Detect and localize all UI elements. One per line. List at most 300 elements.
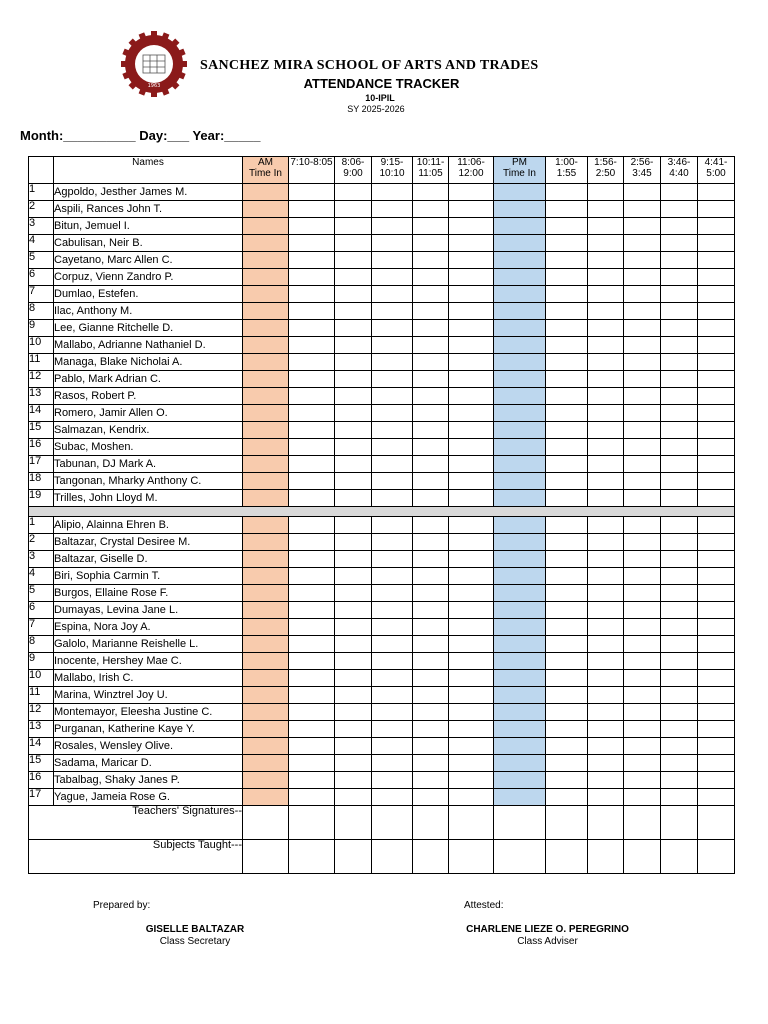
attendance-cell[interactable] <box>289 388 335 405</box>
attendance-cell[interactable] <box>698 456 735 473</box>
attendance-cell[interactable] <box>661 252 698 269</box>
signature-cell[interactable] <box>546 840 588 874</box>
attendance-cell[interactable] <box>289 269 335 286</box>
attendance-cell[interactable] <box>243 456 289 473</box>
attendance-cell[interactable] <box>372 201 413 218</box>
attendance-cell[interactable] <box>372 388 413 405</box>
attendance-cell[interactable] <box>494 721 546 738</box>
attendance-cell[interactable] <box>243 772 289 789</box>
attendance-cell[interactable] <box>372 772 413 789</box>
attendance-cell[interactable] <box>588 687 624 704</box>
attendance-cell[interactable] <box>624 320 661 337</box>
attendance-cell[interactable] <box>494 286 546 303</box>
attendance-cell[interactable] <box>546 337 588 354</box>
attendance-cell[interactable] <box>413 551 449 568</box>
attendance-cell[interactable] <box>413 636 449 653</box>
attendance-cell[interactable] <box>449 371 494 388</box>
attendance-cell[interactable] <box>661 371 698 388</box>
attendance-cell[interactable] <box>243 371 289 388</box>
attendance-cell[interactable] <box>243 303 289 320</box>
attendance-cell[interactable] <box>289 337 335 354</box>
attendance-cell[interactable] <box>413 602 449 619</box>
attendance-cell[interactable] <box>546 201 588 218</box>
attendance-cell[interactable] <box>372 619 413 636</box>
attendance-cell[interactable] <box>335 636 372 653</box>
attendance-cell[interactable] <box>449 704 494 721</box>
attendance-cell[interactable] <box>588 405 624 422</box>
signature-cell[interactable] <box>243 806 289 840</box>
attendance-cell[interactable] <box>243 619 289 636</box>
attendance-cell[interactable] <box>335 286 372 303</box>
attendance-cell[interactable] <box>372 490 413 507</box>
attendance-cell[interactable] <box>546 422 588 439</box>
attendance-cell[interactable] <box>243 337 289 354</box>
attendance-cell[interactable] <box>698 534 735 551</box>
attendance-cell[interactable] <box>449 235 494 252</box>
attendance-cell[interactable] <box>335 517 372 534</box>
attendance-cell[interactable] <box>546 619 588 636</box>
attendance-cell[interactable] <box>546 738 588 755</box>
attendance-cell[interactable] <box>546 320 588 337</box>
attendance-cell[interactable] <box>335 755 372 772</box>
attendance-cell[interactable] <box>661 602 698 619</box>
attendance-cell[interactable] <box>661 456 698 473</box>
attendance-cell[interactable] <box>494 269 546 286</box>
attendance-cell[interactable] <box>243 585 289 602</box>
attendance-cell[interactable] <box>661 422 698 439</box>
attendance-cell[interactable] <box>546 269 588 286</box>
attendance-cell[interactable] <box>413 653 449 670</box>
signature-cell[interactable] <box>494 840 546 874</box>
attendance-cell[interactable] <box>413 473 449 490</box>
attendance-cell[interactable] <box>698 337 735 354</box>
attendance-cell[interactable] <box>698 320 735 337</box>
attendance-cell[interactable] <box>588 303 624 320</box>
attendance-cell[interactable] <box>243 354 289 371</box>
attendance-cell[interactable] <box>546 405 588 422</box>
attendance-cell[interactable] <box>546 252 588 269</box>
attendance-cell[interactable] <box>289 534 335 551</box>
attendance-cell[interactable] <box>624 585 661 602</box>
attendance-cell[interactable] <box>588 252 624 269</box>
attendance-cell[interactable] <box>413 619 449 636</box>
attendance-cell[interactable] <box>289 636 335 653</box>
attendance-cell[interactable] <box>372 704 413 721</box>
attendance-cell[interactable] <box>335 235 372 252</box>
attendance-cell[interactable] <box>546 721 588 738</box>
attendance-cell[interactable] <box>624 252 661 269</box>
attendance-cell[interactable] <box>289 602 335 619</box>
attendance-cell[interactable] <box>413 755 449 772</box>
attendance-cell[interactable] <box>661 636 698 653</box>
attendance-cell[interactable] <box>494 354 546 371</box>
attendance-cell[interactable] <box>546 687 588 704</box>
attendance-cell[interactable] <box>624 534 661 551</box>
attendance-cell[interactable] <box>588 439 624 456</box>
attendance-cell[interactable] <box>494 670 546 687</box>
attendance-cell[interactable] <box>698 490 735 507</box>
attendance-cell[interactable] <box>335 303 372 320</box>
attendance-cell[interactable] <box>661 286 698 303</box>
attendance-cell[interactable] <box>494 687 546 704</box>
attendance-cell[interactable] <box>289 320 335 337</box>
attendance-cell[interactable] <box>372 585 413 602</box>
attendance-cell[interactable] <box>546 772 588 789</box>
attendance-cell[interactable] <box>624 456 661 473</box>
attendance-cell[interactable] <box>624 517 661 534</box>
attendance-cell[interactable] <box>289 201 335 218</box>
attendance-cell[interactable] <box>243 670 289 687</box>
attendance-cell[interactable] <box>546 286 588 303</box>
attendance-cell[interactable] <box>698 252 735 269</box>
attendance-cell[interactable] <box>588 456 624 473</box>
attendance-cell[interactable] <box>661 517 698 534</box>
attendance-cell[interactable] <box>335 405 372 422</box>
signature-cell[interactable] <box>698 840 735 874</box>
attendance-cell[interactable] <box>335 738 372 755</box>
attendance-cell[interactable] <box>698 704 735 721</box>
attendance-cell[interactable] <box>413 286 449 303</box>
attendance-cell[interactable] <box>449 218 494 235</box>
attendance-cell[interactable] <box>698 568 735 585</box>
attendance-cell[interactable] <box>588 670 624 687</box>
attendance-cell[interactable] <box>335 269 372 286</box>
attendance-cell[interactable] <box>335 456 372 473</box>
attendance-cell[interactable] <box>449 354 494 371</box>
attendance-cell[interactable] <box>546 602 588 619</box>
attendance-cell[interactable] <box>494 585 546 602</box>
attendance-cell[interactable] <box>289 490 335 507</box>
attendance-cell[interactable] <box>413 687 449 704</box>
attendance-cell[interactable] <box>372 602 413 619</box>
attendance-cell[interactable] <box>449 388 494 405</box>
attendance-cell[interactable] <box>372 789 413 806</box>
attendance-cell[interactable] <box>698 789 735 806</box>
signature-cell[interactable] <box>546 806 588 840</box>
attendance-cell[interactable] <box>289 456 335 473</box>
attendance-cell[interactable] <box>588 184 624 201</box>
signature-cell[interactable] <box>289 806 335 840</box>
attendance-cell[interactable] <box>588 585 624 602</box>
attendance-cell[interactable] <box>546 670 588 687</box>
attendance-cell[interactable] <box>546 534 588 551</box>
attendance-cell[interactable] <box>494 371 546 388</box>
attendance-cell[interactable] <box>243 789 289 806</box>
attendance-cell[interactable] <box>698 772 735 789</box>
attendance-cell[interactable] <box>661 738 698 755</box>
attendance-cell[interactable] <box>546 388 588 405</box>
attendance-cell[interactable] <box>372 670 413 687</box>
attendance-cell[interactable] <box>546 473 588 490</box>
attendance-cell[interactable] <box>698 286 735 303</box>
attendance-cell[interactable] <box>413 789 449 806</box>
signature-cell[interactable] <box>372 840 413 874</box>
attendance-cell[interactable] <box>413 534 449 551</box>
attendance-cell[interactable] <box>289 585 335 602</box>
attendance-cell[interactable] <box>624 286 661 303</box>
attendance-cell[interactable] <box>335 704 372 721</box>
attendance-cell[interactable] <box>372 534 413 551</box>
attendance-cell[interactable] <box>698 653 735 670</box>
attendance-cell[interactable] <box>243 755 289 772</box>
attendance-cell[interactable] <box>588 602 624 619</box>
attendance-cell[interactable] <box>335 388 372 405</box>
attendance-cell[interactable] <box>588 738 624 755</box>
attendance-cell[interactable] <box>449 320 494 337</box>
attendance-cell[interactable] <box>546 755 588 772</box>
attendance-cell[interactable] <box>335 551 372 568</box>
attendance-cell[interactable] <box>413 585 449 602</box>
attendance-cell[interactable] <box>546 568 588 585</box>
attendance-cell[interactable] <box>243 534 289 551</box>
attendance-cell[interactable] <box>661 704 698 721</box>
attendance-cell[interactable] <box>546 585 588 602</box>
attendance-cell[interactable] <box>372 568 413 585</box>
attendance-cell[interactable] <box>289 286 335 303</box>
attendance-cell[interactable] <box>449 551 494 568</box>
attendance-cell[interactable] <box>698 371 735 388</box>
signature-cell[interactable] <box>289 840 335 874</box>
attendance-cell[interactable] <box>494 388 546 405</box>
attendance-cell[interactable] <box>624 337 661 354</box>
attendance-cell[interactable] <box>624 687 661 704</box>
attendance-cell[interactable] <box>546 184 588 201</box>
attendance-cell[interactable] <box>335 653 372 670</box>
attendance-cell[interactable] <box>289 517 335 534</box>
attendance-cell[interactable] <box>243 235 289 252</box>
attendance-cell[interactable] <box>588 201 624 218</box>
attendance-cell[interactable] <box>624 388 661 405</box>
attendance-cell[interactable] <box>449 755 494 772</box>
attendance-cell[interactable] <box>698 303 735 320</box>
attendance-cell[interactable] <box>546 235 588 252</box>
attendance-cell[interactable] <box>588 789 624 806</box>
attendance-cell[interactable] <box>494 789 546 806</box>
attendance-cell[interactable] <box>289 303 335 320</box>
attendance-cell[interactable] <box>449 252 494 269</box>
attendance-cell[interactable] <box>588 286 624 303</box>
attendance-cell[interactable] <box>494 619 546 636</box>
attendance-cell[interactable] <box>413 303 449 320</box>
attendance-cell[interactable] <box>413 269 449 286</box>
attendance-cell[interactable] <box>624 772 661 789</box>
attendance-cell[interactable] <box>588 755 624 772</box>
attendance-cell[interactable] <box>546 303 588 320</box>
attendance-cell[interactable] <box>335 354 372 371</box>
attendance-cell[interactable] <box>413 354 449 371</box>
attendance-cell[interactable] <box>624 721 661 738</box>
attendance-cell[interactable] <box>449 456 494 473</box>
attendance-cell[interactable] <box>624 371 661 388</box>
attendance-cell[interactable] <box>243 269 289 286</box>
attendance-cell[interactable] <box>698 235 735 252</box>
signature-cell[interactable] <box>413 806 449 840</box>
attendance-cell[interactable] <box>698 354 735 371</box>
attendance-cell[interactable] <box>494 235 546 252</box>
attendance-cell[interactable] <box>624 602 661 619</box>
attendance-cell[interactable] <box>624 636 661 653</box>
attendance-cell[interactable] <box>335 789 372 806</box>
attendance-cell[interactable] <box>335 371 372 388</box>
attendance-cell[interactable] <box>289 218 335 235</box>
attendance-cell[interactable] <box>661 235 698 252</box>
attendance-cell[interactable] <box>624 218 661 235</box>
attendance-cell[interactable] <box>243 252 289 269</box>
attendance-cell[interactable] <box>372 687 413 704</box>
attendance-cell[interactable] <box>449 602 494 619</box>
attendance-cell[interactable] <box>449 772 494 789</box>
attendance-cell[interactable] <box>588 320 624 337</box>
attendance-cell[interactable] <box>661 653 698 670</box>
attendance-cell[interactable] <box>546 456 588 473</box>
attendance-cell[interactable] <box>588 534 624 551</box>
attendance-cell[interactable] <box>243 551 289 568</box>
attendance-cell[interactable] <box>449 721 494 738</box>
attendance-cell[interactable] <box>661 388 698 405</box>
attendance-cell[interactable] <box>449 473 494 490</box>
attendance-cell[interactable] <box>413 184 449 201</box>
attendance-cell[interactable] <box>335 184 372 201</box>
attendance-cell[interactable] <box>588 636 624 653</box>
attendance-cell[interactable] <box>624 670 661 687</box>
attendance-cell[interactable] <box>494 422 546 439</box>
attendance-cell[interactable] <box>372 636 413 653</box>
attendance-cell[interactable] <box>546 789 588 806</box>
attendance-cell[interactable] <box>243 517 289 534</box>
attendance-cell[interactable] <box>588 388 624 405</box>
attendance-cell[interactable] <box>372 473 413 490</box>
attendance-cell[interactable] <box>588 235 624 252</box>
attendance-cell[interactable] <box>243 218 289 235</box>
signature-cell[interactable] <box>449 840 494 874</box>
attendance-cell[interactable] <box>698 636 735 653</box>
attendance-cell[interactable] <box>624 184 661 201</box>
signature-cell[interactable] <box>335 806 372 840</box>
attendance-cell[interactable] <box>413 235 449 252</box>
attendance-cell[interactable] <box>588 721 624 738</box>
attendance-cell[interactable] <box>661 184 698 201</box>
attendance-cell[interactable] <box>335 439 372 456</box>
attendance-cell[interactable] <box>588 473 624 490</box>
attendance-cell[interactable] <box>243 687 289 704</box>
attendance-cell[interactable] <box>624 704 661 721</box>
signature-cell[interactable] <box>588 806 624 840</box>
attendance-cell[interactable] <box>661 789 698 806</box>
attendance-cell[interactable] <box>243 490 289 507</box>
attendance-cell[interactable] <box>494 653 546 670</box>
attendance-cell[interactable] <box>413 201 449 218</box>
attendance-cell[interactable] <box>661 534 698 551</box>
attendance-cell[interactable] <box>372 320 413 337</box>
attendance-cell[interactable] <box>372 184 413 201</box>
attendance-cell[interactable] <box>624 201 661 218</box>
attendance-cell[interactable] <box>335 585 372 602</box>
attendance-cell[interactable] <box>413 738 449 755</box>
attendance-cell[interactable] <box>335 201 372 218</box>
attendance-cell[interactable] <box>289 405 335 422</box>
attendance-cell[interactable] <box>335 602 372 619</box>
attendance-cell[interactable] <box>372 371 413 388</box>
attendance-cell[interactable] <box>494 490 546 507</box>
attendance-cell[interactable] <box>624 551 661 568</box>
attendance-cell[interactable] <box>372 354 413 371</box>
attendance-cell[interactable] <box>413 568 449 585</box>
attendance-cell[interactable] <box>588 568 624 585</box>
attendance-cell[interactable] <box>335 490 372 507</box>
signature-cell[interactable] <box>243 840 289 874</box>
attendance-cell[interactable] <box>335 721 372 738</box>
attendance-cell[interactable] <box>494 517 546 534</box>
attendance-cell[interactable] <box>449 201 494 218</box>
attendance-cell[interactable] <box>413 252 449 269</box>
attendance-cell[interactable] <box>661 585 698 602</box>
attendance-cell[interactable] <box>413 721 449 738</box>
attendance-cell[interactable] <box>494 738 546 755</box>
attendance-cell[interactable] <box>372 439 413 456</box>
attendance-cell[interactable] <box>243 184 289 201</box>
signature-cell[interactable] <box>661 840 698 874</box>
attendance-cell[interactable] <box>372 653 413 670</box>
attendance-cell[interactable] <box>494 473 546 490</box>
attendance-cell[interactable] <box>449 517 494 534</box>
attendance-cell[interactable] <box>372 252 413 269</box>
attendance-cell[interactable] <box>243 704 289 721</box>
attendance-cell[interactable] <box>243 636 289 653</box>
attendance-cell[interactable] <box>372 269 413 286</box>
attendance-cell[interactable] <box>624 789 661 806</box>
attendance-cell[interactable] <box>413 337 449 354</box>
attendance-cell[interactable] <box>661 619 698 636</box>
attendance-cell[interactable] <box>661 354 698 371</box>
attendance-cell[interactable] <box>449 303 494 320</box>
attendance-cell[interactable] <box>335 320 372 337</box>
attendance-cell[interactable] <box>588 371 624 388</box>
attendance-cell[interactable] <box>698 619 735 636</box>
attendance-cell[interactable] <box>335 772 372 789</box>
attendance-cell[interactable] <box>698 755 735 772</box>
attendance-cell[interactable] <box>449 636 494 653</box>
attendance-cell[interactable] <box>449 653 494 670</box>
attendance-cell[interactable] <box>243 738 289 755</box>
attendance-cell[interactable] <box>698 218 735 235</box>
signature-cell[interactable] <box>661 806 698 840</box>
attendance-cell[interactable] <box>588 517 624 534</box>
attendance-cell[interactable] <box>413 670 449 687</box>
attendance-cell[interactable] <box>661 473 698 490</box>
attendance-cell[interactable] <box>494 456 546 473</box>
attendance-cell[interactable] <box>661 320 698 337</box>
attendance-cell[interactable] <box>335 619 372 636</box>
signature-cell[interactable] <box>413 840 449 874</box>
attendance-cell[interactable] <box>698 201 735 218</box>
attendance-cell[interactable] <box>243 422 289 439</box>
attendance-cell[interactable] <box>588 354 624 371</box>
attendance-cell[interactable] <box>698 602 735 619</box>
attendance-cell[interactable] <box>588 772 624 789</box>
attendance-cell[interactable] <box>494 568 546 585</box>
attendance-cell[interactable] <box>372 456 413 473</box>
attendance-cell[interactable] <box>289 473 335 490</box>
attendance-cell[interactable] <box>624 568 661 585</box>
attendance-cell[interactable] <box>624 439 661 456</box>
attendance-cell[interactable] <box>243 602 289 619</box>
attendance-cell[interactable] <box>372 235 413 252</box>
attendance-cell[interactable] <box>661 670 698 687</box>
attendance-cell[interactable] <box>588 490 624 507</box>
attendance-cell[interactable] <box>413 218 449 235</box>
attendance-cell[interactable] <box>335 687 372 704</box>
attendance-cell[interactable] <box>335 422 372 439</box>
